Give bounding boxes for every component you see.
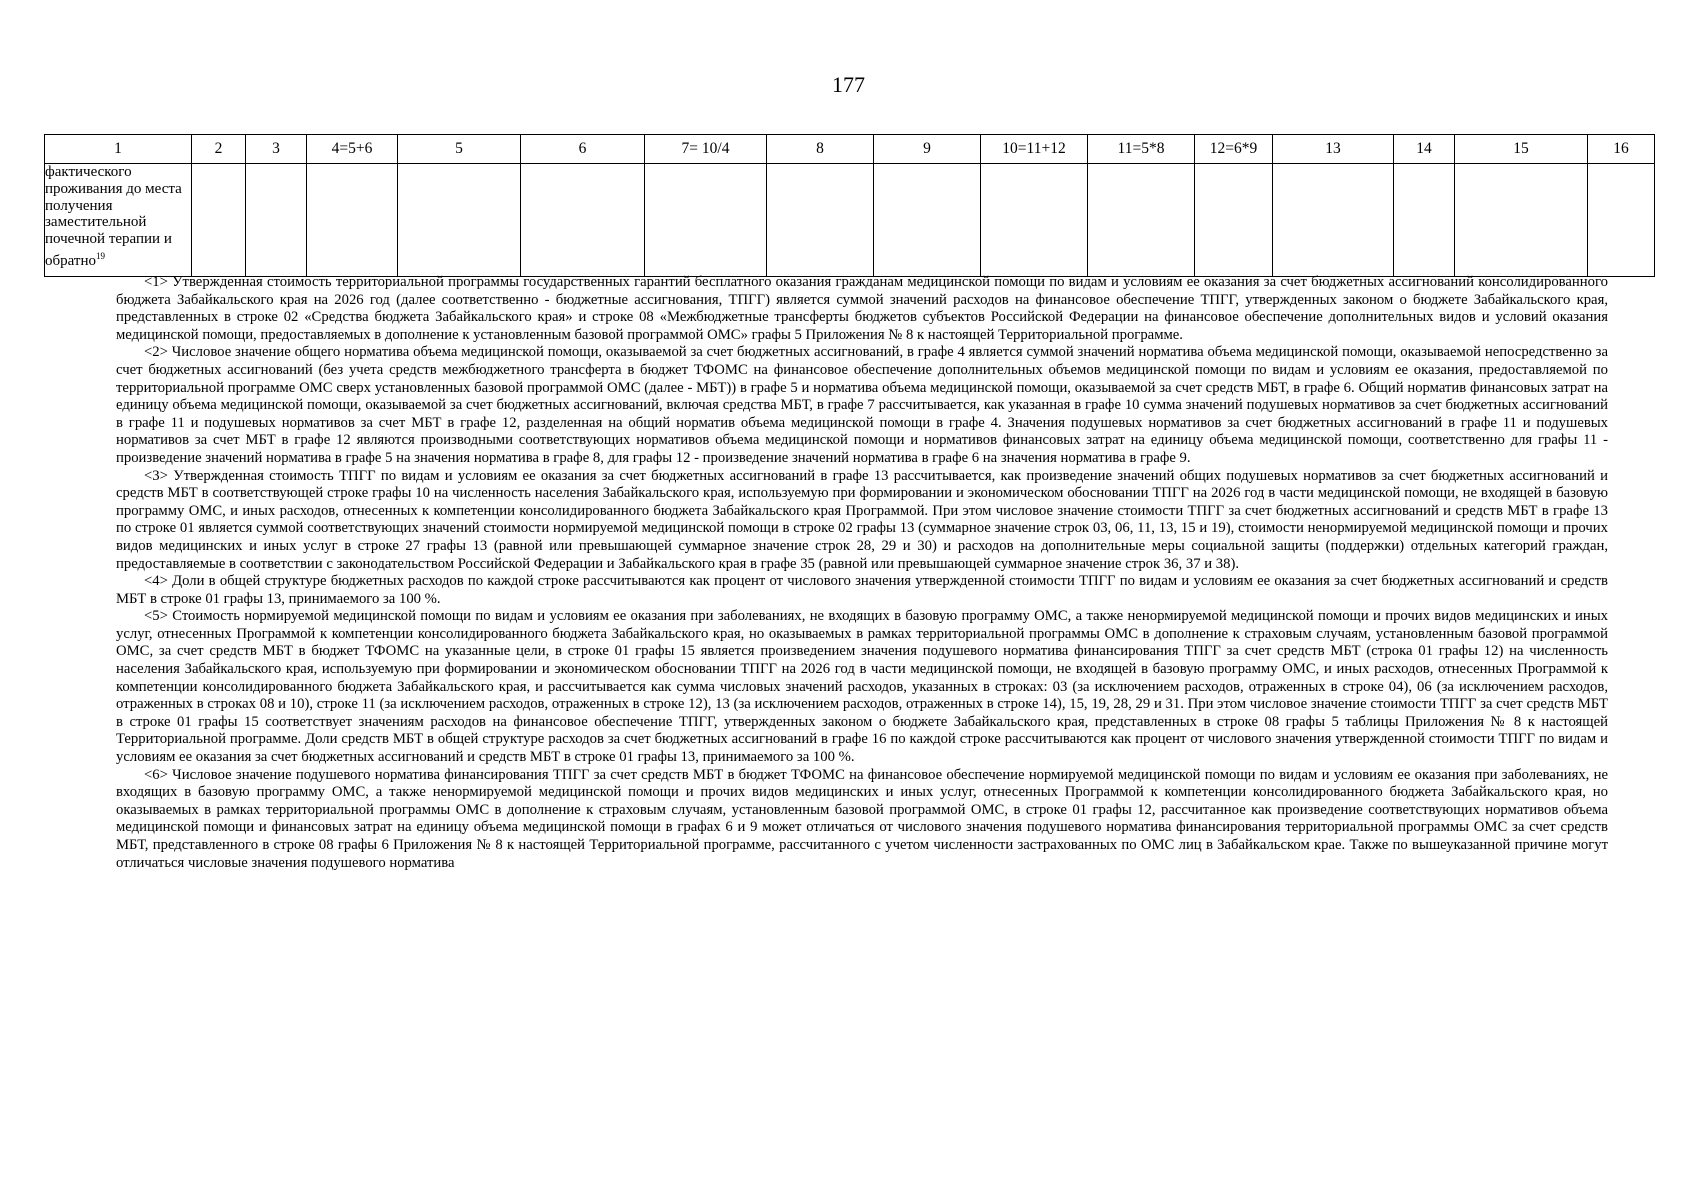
column-header: 6 [521, 135, 645, 164]
table-cell [874, 164, 981, 277]
column-header: 16 [1588, 135, 1655, 164]
footnote-ref: 19 [95, 250, 105, 261]
table-cell [1195, 164, 1273, 277]
column-header: 15 [1455, 135, 1588, 164]
header-row [45, 135, 1655, 164]
footnote-2: <2> Числовое значение общего норматива объема медицинской помощи, оказываемой за счет бюджетных ассигнований, в графе 4 является суммой значений норматива объема медицинской помощи, оказываемой непосредственно за счет бюджетных ассигнований (без учета средств межбюджетного трансферта в бюджет ТФОМС на финансовое обеспечение дополнительных объемов медицинской помощи по видам и условиям ее оказания, предоставляемой по территориальной программе ОМС сверх установленных базовой программой ОМС (далее - МБТ)) в графе 5 и норматива объема медицинской помощи, оказываемой за счет средств МБТ, в графе 6. Общий норматив финансовых затрат на единицу объема медицинской помощи, оказываемой за счет бюджетных ассигнований, включая средства МБТ, в графе 7 рассчитывается, как указанная в графе 10 сумма значений подушевых нормативов за счет бюджетных ассигнований в графе 11 и подушевых нормативов за счет МБТ в графе 12, разделенная на общий норматив объема медицинской помощи в графе 4. Значения подушевых нормативов за счет бюджетных ассигнований в графе 11 и подушевых нормативов за счет МБТ в графе 12 являются производными соответствующих нормативов объема медицинской помощи и нормативов финансовых затрат на единицу объема медицинской помощи, соответственно для графы 11 - произведение значений норматива в графе 5 на значения норматива в графе 8, для графы 12 - произведение значений норматива в графе 6 на значения норматива в графе 9. [116, 344, 1608, 466]
table-cell [645, 164, 767, 277]
footnote-6: <6> Числовое значение подушевого норматива финансирования ТПГГ за счет средств МБТ в бюджет ТФОМС на финансовое обеспечение нормируемой медицинской помощи по видам и условиям ее оказания при заболеваниях, не входящих в базовую программу ОМС, а также ненормируемой медицинской помощи и прочих видов медицинских и иных услуг, отнесенных Программой к компетенции консолидированного бюджета Забайкальского края, но оказываемых в рамках территориальной программы ОМС в дополнение к страховым случаям, установленным базовой программой ОМС, в строке 01 графы 12, рассчитанное как произведение соответствующих нормативов объема медицинской помощи и финансовых затрат на единицу объема медицинской помощи в графах 6 и 9 может отличаться от числового значения подушевого норматива финансирования территориальной программы ОМС за счет средств МБТ, представленного в строке 08 графы 6 Приложения № 8 к настоящей Территориальной программе, рассчитанного с учетом численности застрахованных по ОМС лиц в Забайкальском крае. Также по вышеуказанной причине могут отличаться числовые значения подушевого норматива [116, 766, 1608, 871]
column-header: 3 [246, 135, 307, 164]
column-header: 2 [192, 135, 246, 164]
table-cell [1273, 164, 1394, 277]
footnote-4: <4> Доли в общей структуре бюджетных расходов по каждой строке рассчитываются как процент от числового значения утвержденной стоимости ТПГГ по видам и условиям ее оказания за счет бюджетных ассигнований и средств МБТ в строке 01 графы 13, принимаемого за 100 %. [116, 573, 1608, 607]
table-cell [398, 164, 521, 277]
column-header: 12=6*9 [1195, 135, 1273, 164]
column-header: 7= 10/4 [645, 135, 767, 164]
column-header: 13 [1273, 135, 1394, 164]
table-cell [307, 164, 398, 277]
footnote-5: <5> Стоимость нормируемой медицинской помощи по видам и условиям ее оказания при заболеваниях, не входящих в базовую программу ОМС, а также ненормируемой медицинской помощи и прочих видов медицинских и иных услуг, отнесенных Программой к компетенции консолидированного бюджета Забайкальского края, но оказываемых в рамках территориальной программы ОМС в дополнение к страховым случаям, установленным базовой программой ОМС, за счет средств МБТ в бюджет ТФОМС на указанные цели, в строке 01 графы 15 является произведением значения подушевого норматива финансирования ТПГГ за счет средств МБТ (строка 01 графы 12) на численность населения Забайкальского края, используемую при формировании и экономическом обосновании ТПГГ на 2026 год в части медицинской помощи, не входящей в базовую программу ОМС, и иных расходов, отнесенных Программой к компетенции консолидированного бюджета Забайкальского края, и рассчитывается как сумма числовых значений расходов, указанных в строках: 03 (за исключением расходов, отраженных в строке 04), 06 (за исключением расходов, отраженных в строках 08 и 10), строке 11 (за исключением расходов, отраженных в строке 12), 13 (за исключением расходов, отраженных в строке 14), 15, 19, 28, 29 и 31. При этом числовое значение стоимости ТПГГ за счет средств МБТ в строке 01 графы 15 соответствует значениям расходов на финансовое обеспечение ТПГГ, утвержденных законом о бюджете Забайкальского края, представленных в строке 08 графы 5 таблицы Приложения № 8 к настоящей Территориальной программе. Доли средств МБТ в общей структуре расходов за счет бюджетных ассигнований в графе 16 по каждой строке рассчитываются как процент от числового значения утвержденной стоимости ТПГГ по видам и условиям ее оказания за счет бюджетных ассигнований и средств МБТ в строке 01 графы 13, принимаемого за 100 %. [116, 608, 1608, 766]
row-label-cell [45, 164, 192, 277]
table-cell [1394, 164, 1455, 277]
table-cell [1455, 164, 1588, 277]
row-label-text: фактического проживания до места получения заместительной почечной терапии и обратно [45, 164, 182, 269]
table-cell [246, 164, 307, 277]
table-cell [1088, 164, 1195, 277]
column-header: 8 [767, 135, 874, 164]
data-table [44, 134, 1655, 277]
column-header: 9 [874, 135, 981, 164]
column-header: 10=11+12 [981, 135, 1088, 164]
table-cell [192, 164, 246, 277]
footnote-1: <1> Утвержденная стоимость территориальной программы государственных гарантий бесплатного оказания гражданам медицинской помощи по видам и условиям ее оказания за счет бюджетных ассигнований консолидированного бюджета Забайкальского края на 2026 год (далее соответственно - бюджетные ассигнования, ТПГГ) является суммой значений расходов на финансовое обеспечение ТПГГ, утвержденных законом о бюджете Забайкальского края, представленных в строке 02 «Средства бюджета Забайкальского края» и строке 08 «Межбюджетные трансферты бюджетов субъектов Российской Федерации на финансовое обеспечение дополнительных видов и условий оказания медицинской помощи, предоставляемых в дополнение к установленным базовой программой ОМС» графы 5 Приложения № 8 к настоящей Территориальной программе. [116, 274, 1608, 343]
page-number: 177 [832, 72, 865, 97]
table-cell [981, 164, 1088, 277]
table-cell [1588, 164, 1655, 277]
footnote-3: <3> Утвержденная стоимость ТПГГ по видам и условиям ее оказания за счет бюджетных ассигнований в графе 13 рассчитывается, как произведение значений общих подушевых нормативов за счет бюджетных ассигнований и средств МБТ в соответствующей строке графы 10 на численность населения Забайкальского края, используемую при формировании и экономическом обосновании ТПГГ на 2026 год в части медицинской помощи, не входящей в базовую программу ОМС, и иных расходов, отнесенных к компетенции консолидированного бюджета Забайкальского края Программой. При этом числовое значение стоимости ТПГГ за счет бюджетных ассигнований и средств МБТ в графе 13 по строке 01 является суммой соответствующих значений стоимости нормируемой медицинской помощи в строке 02 графы 13 (суммарное значение строк 03, 06, 11, 13, 15 и 19), стоимости ненормируемой медицинской помощи и прочих видов медицинских и иных услуг в строке 27 графы 13 (равной или превышающей суммарное значение строк 28, 29 и 30) и расходов на дополнительные меры социальной защиты (поддержки) отдельных категорий граждан, предоставляемые в соответствии с законодательством Российской Федерации и Забайкальского края в графе 35 (равной или превышающей суммарное значение строк 36, 37 и 38). [116, 467, 1608, 572]
table-row [45, 164, 1655, 277]
table-cell [767, 164, 874, 277]
column-header: 5 [398, 135, 521, 164]
column-header: 11=5*8 [1088, 135, 1195, 164]
column-header: 4=5+6 [307, 135, 398, 164]
table-cell [521, 164, 645, 277]
footnotes-block [116, 274, 1608, 872]
column-header: 1 [45, 135, 192, 164]
column-header: 14 [1394, 135, 1455, 164]
